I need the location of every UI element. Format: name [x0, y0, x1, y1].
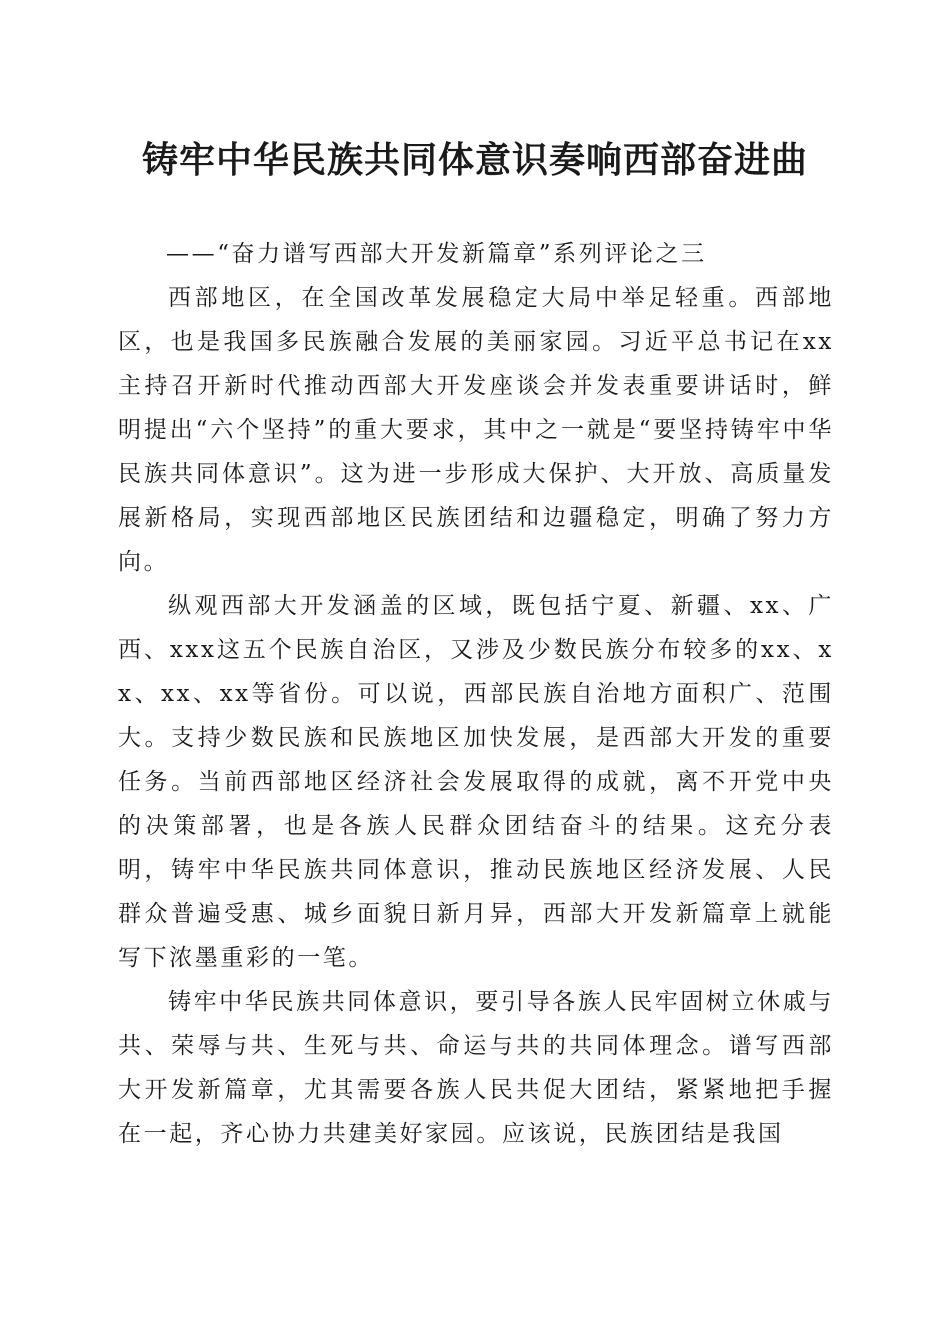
document-title: 铸牢中华民族共同体意识奏响西部奋进曲	[141, 139, 808, 181]
document-subtitle: ——“奋力谱写西部大开发新篇章”系列评论之三	[166, 241, 707, 267]
paragraph-3: 铸牢中华民族共同体意识，要引导各族人民牢固树立休戚与共、荣辱与共、生死与共、命运与共的共同体理念。谱写西部大开发新篇章，尤其需要各族人民共促大团结，紧紧地把手握在一起，齐心协力共建美好家园。应该说，民族团结是我国	[118, 989, 834, 1147]
paragraph-1: 西部地区，在全国改革发展稳定大局中举足轻重。西部地区，也是我国多民族融合发展的美丽家园。习近平总书记在xx主持召开新时代推动西部大开发座谈会并发表重要讲话时，鲜明提出“六个坚持”的重大要求，其中之一就是“要坚持铸牢中华民族共同体意识”。这为进一步形成大保护、大开放、高质量发展新格局，实现西部地区民族团结和边疆稳定，明确了努力方向。	[118, 285, 834, 575]
paragraph-2: 纵观西部大开发涵盖的区域，既包括宁夏、新疆、xx、广西、xxx这五个民族自治区，又涉及少数民族分布较多的xx、xx、xx、xx等省份。可以说，西部民族自治地方面积广、范围大。支持少数民族和民族地区加快发展，是西部大开发的重要任务。当前西部地区经济社会发展取得的成就，离不开党中央的决策部署，也是各族人民群众团结奋斗的结果。这充分表明，铸牢中华民族共同体意识，推动民族地区经济发展、人民群众普遍受惠、城乡面貌日新月异，西部大开发新篇章上就能写下浓墨重彩的一笔。	[118, 593, 834, 971]
document-body	[118, 232, 834, 1156]
